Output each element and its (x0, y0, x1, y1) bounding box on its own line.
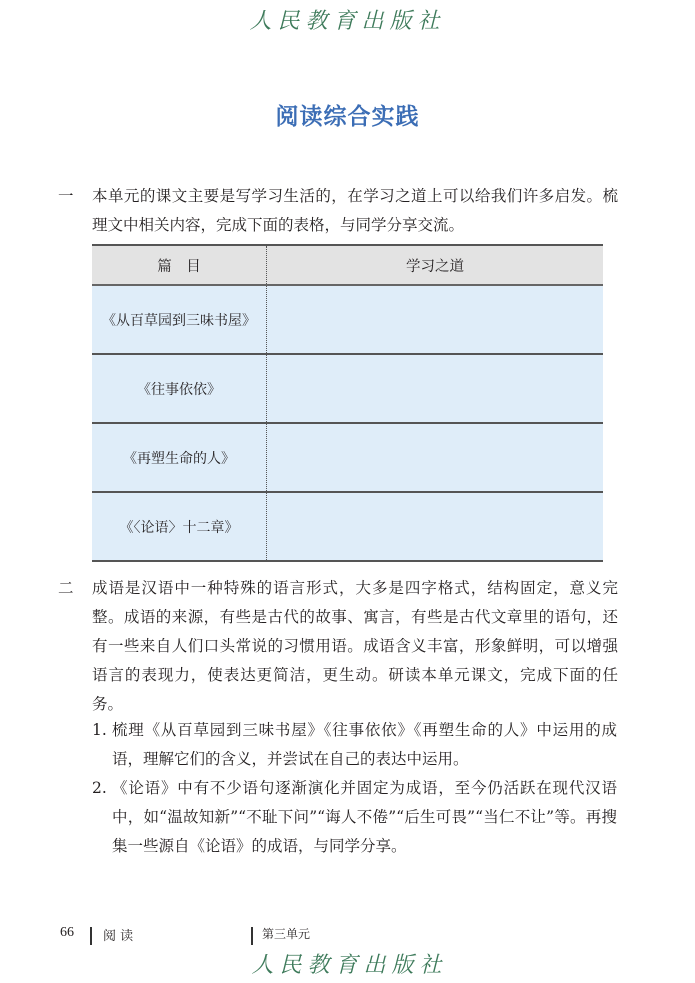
answer-cell[interactable] (267, 492, 604, 561)
task-text: 《论语》中有不少语句逐渐演化并固定为成语，至今仍活跃在现代汉语中，如“温故知新”“不耻下问”“诲人不倦”“后生可畏”“当仁不让”等。再搜集一些源自《论语》的成语，与同学分享。 (112, 779, 617, 855)
row-title: 《从百草园到三味书屋》 (92, 285, 267, 354)
page-title: 阅读综合实践 (275, 103, 420, 130)
column-header-method: 学习之道 (267, 245, 604, 285)
task-number: 2. (92, 779, 107, 797)
task-item-1 (92, 716, 617, 774)
task-item-2 (92, 774, 617, 861)
row-title: 《往事依依》 (92, 354, 267, 423)
section-text: 本单元的课文主要是写学习生活的，在学习之道上可以给我们许多启发。梳理文中相关内容，完成下面的表格，与同学分享交流。 (92, 187, 618, 234)
answer-cell[interactable] (267, 285, 604, 354)
answer-cell[interactable] (267, 354, 604, 423)
table-row (92, 285, 603, 354)
footer-unit: 第三单元 (262, 927, 311, 941)
row-title: 《再塑生命的人》 (92, 423, 267, 492)
table-row (92, 354, 603, 423)
task-number: 1. (92, 721, 107, 739)
footer-section: 阅 读 (103, 929, 134, 944)
section-number: 二 (58, 579, 74, 597)
section-text: 成语是汉语中一种特殊的语言形式，大多是四字格式，结构固定，意义完整。成语的来源，有些是古代的故事、寓言，有些是古代文章里的语句，还有一些来自人们口头常说的习惯用语。成语含义丰富，形象鲜明，可以增强语言的表现力，使表达更简洁，更生动。研读本单元课文，完成下面的任务。 (92, 579, 618, 713)
section-number: 一 (58, 187, 74, 205)
footer-divider (90, 927, 92, 945)
table-row (92, 492, 603, 561)
table-row (92, 423, 603, 492)
publisher-logo-bottom: 人民教育出版社 (251, 953, 448, 978)
column-header-title: 篇 目 (92, 245, 267, 285)
footer-divider (251, 927, 253, 945)
row-title: 《〈论语〉十二章》 (92, 492, 267, 561)
section-2 (58, 574, 618, 719)
learning-table (92, 244, 603, 562)
section-1 (58, 182, 618, 240)
answer-cell[interactable] (267, 423, 604, 492)
publisher-logo-top: 人民教育出版社 (249, 9, 446, 34)
task-text: 梳理《从百草园到三味书屋》《往事依依》《再塑生命的人》中运用的成语，理解它们的含义，并尝试在自己的表达中运用。 (112, 721, 617, 768)
page-number: 66 (60, 925, 74, 940)
